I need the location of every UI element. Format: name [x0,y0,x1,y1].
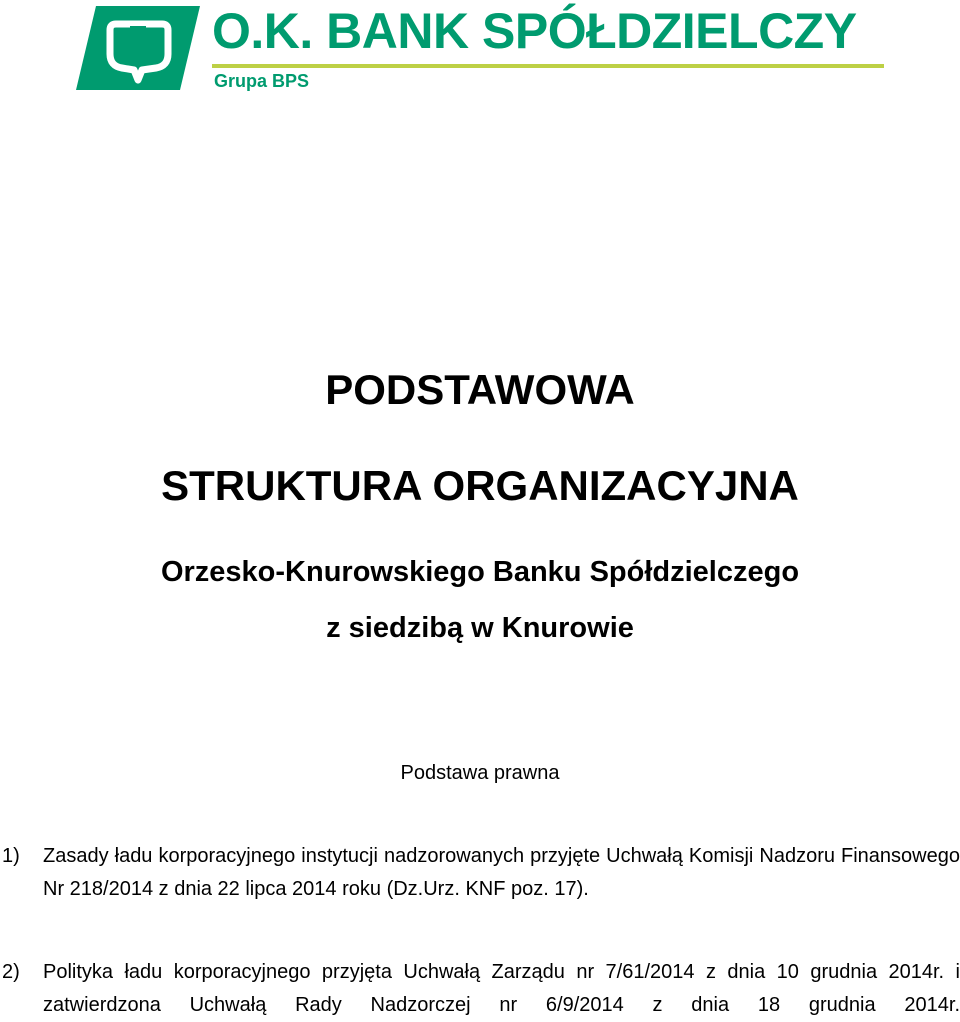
bank-name: O.K. BANK SPÓŁDZIELCZY [212,3,857,59]
list-item-text: Zasady ładu korporacyjnego instytucji nadzorowanych przyjęte Uchwałą Komisji Nadzoru Finansowego Nr 218/2014 z dnia 22 lipca 2014 roku (Dz.Urz. KNF poz. 17). [43,845,960,900]
bank-shield-logo-icon [76,6,200,90]
logo-divider [212,64,884,68]
legal-basis-heading: Podstawa prawna [400,762,560,784]
document-title-line-1: PODSTAWOWA [325,366,635,413]
list-item-number: 1) [2,845,20,867]
list-item-text: Polityka ładu korporacyjnego przyjęta Uchwałą Zarządu nr 7/61/2014 z dnia 10 grudnia 2014r. i zatwierdzona Uchwałą Rady Nadzorczej nr 6/9/2014 z dnia 18 grudnia 2014r. [43,961,960,1016]
document-subtitle-line-1: Orzesko-Knurowskiego Banku Spółdzielczego [160,556,800,588]
group-name: Grupa BPS [214,71,310,91]
document-subtitle-line-2: z siedzibą w Knurowie [326,612,634,644]
document-title-line-2: STRUKTURA ORGANIZACYJNA [161,462,799,509]
list-item-number: 2) [2,961,20,983]
